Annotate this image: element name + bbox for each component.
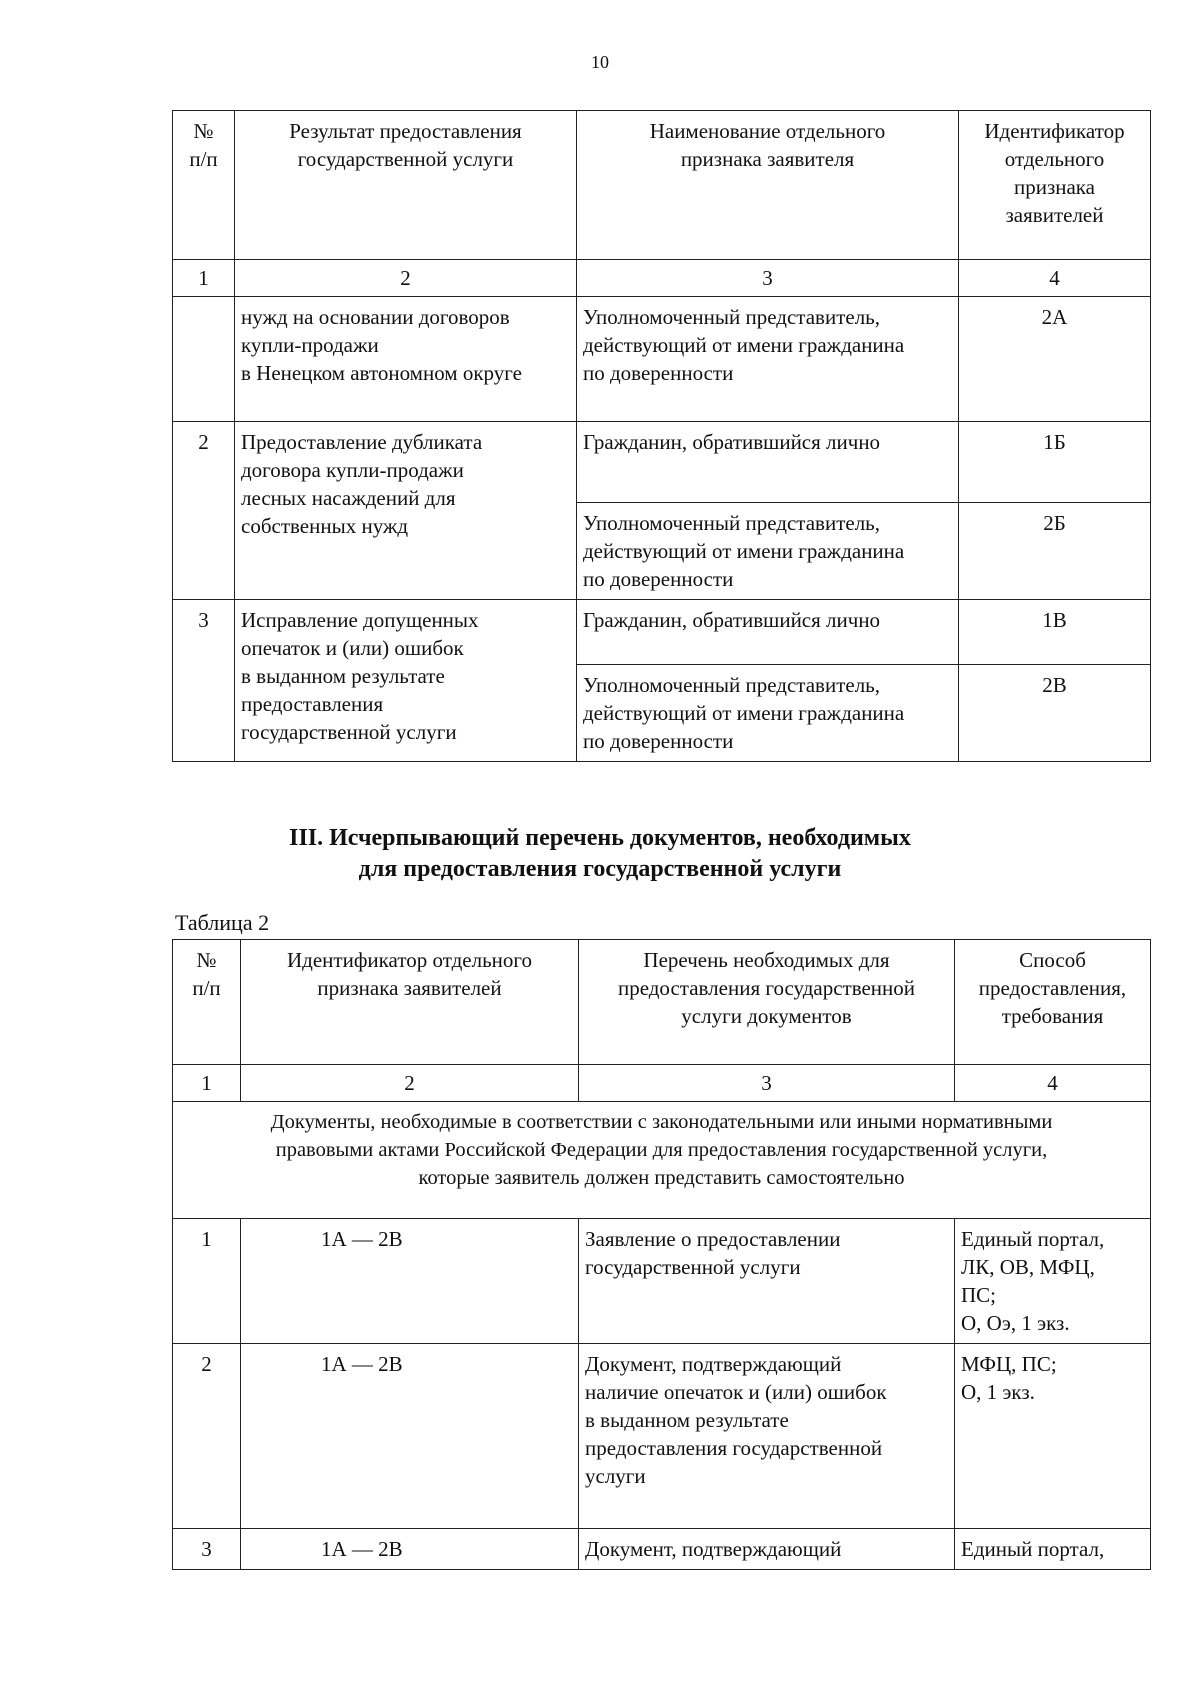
col-number: 2 (235, 260, 577, 297)
row-feature-name: Уполномоченный представитель, действующий от имени гражданина по доверенности (577, 503, 959, 600)
row-method: МФЦ, ПС; О, 1 экз. (955, 1344, 1151, 1529)
group-title-row (173, 1102, 1151, 1219)
page-number: 10 (591, 52, 609, 72)
section-heading (0, 823, 1200, 885)
section-heading-line: для предоставления государственной услуги (358, 856, 842, 882)
row-feature-name: Уполномоченный представитель, действующий от имени гражданина по доверенности (577, 665, 959, 762)
row-feature-ids: 1А — 2В (241, 1344, 579, 1529)
table-row (173, 1219, 1151, 1344)
row-feature-ids: 1А — 2В (241, 1529, 579, 1570)
row-feature-id: 2В (959, 665, 1151, 762)
row-document: Заявление о предоставлении государственной услуги (579, 1219, 955, 1344)
table-row (173, 297, 1151, 422)
table-header-row (173, 111, 1151, 260)
section-heading-line: III. Исчерпывающий перечень документов, необходимых (289, 825, 911, 851)
row-feature-name: Уполномоченный представитель, действующий от имени гражданина по доверенности (577, 297, 959, 422)
table-caption: Таблица 2 (175, 910, 270, 935)
header-num: № п/п (173, 940, 241, 1065)
row-feature-id: 1Б (959, 422, 1151, 503)
row-feature-id: 2Б (959, 503, 1151, 600)
row-method: Единый портал, ЛК, ОВ, МФЦ, ПС; О, Оэ, 1 экз. (955, 1219, 1151, 1344)
col-number: 1 (173, 260, 235, 297)
column-numbers-row (173, 1065, 1151, 1102)
required-documents-table (172, 939, 1151, 1570)
row-feature-name: Гражданин, обратившийся лично (577, 422, 959, 503)
col-number: 4 (959, 260, 1151, 297)
row-document: Документ, подтверждающий (579, 1529, 955, 1570)
header-feature-ids: Идентификатор отдельного признака заявителей (241, 940, 579, 1065)
header-feature-id: Идентификатор отдельного признака заявителей (959, 111, 1151, 260)
row-document: Документ, подтверждающий наличие опечаток и (или) ошибок в выданном результате предоставления государственной услуги (579, 1344, 955, 1529)
row-result: Исправление допущенных опечаток и (или) ошибок в выданном результате предоставления государственной услуги (235, 600, 577, 762)
table-row (173, 422, 1151, 503)
row-number: 2 (173, 1344, 241, 1529)
row-number: 1 (173, 1219, 241, 1344)
row-feature-ids: 1А — 2В (241, 1219, 579, 1344)
header-result: Результат предоставления государственной услуги (235, 111, 577, 260)
header-num: № п/п (173, 111, 235, 260)
header-documents: Перечень необходимых для предоставления государственной услуги документов (579, 940, 955, 1065)
table-row (173, 1529, 1151, 1570)
applicant-features-table (172, 110, 1151, 762)
row-number (173, 297, 235, 422)
column-numbers-row (173, 260, 1151, 297)
col-number: 3 (579, 1065, 955, 1102)
row-result: нужд на основании договоров купли-продажи в Ненецком автономном округе (235, 297, 577, 422)
col-number: 3 (577, 260, 959, 297)
group-title: Документы, необходимые в соответствии с законодательными или иными нормативными правовыми актами Российской Федерации для предоставления государственной услуги, которые заявитель должен представить самостоятельно (173, 1102, 1151, 1219)
row-feature-id: 2А (959, 297, 1151, 422)
row-number: 2 (173, 422, 235, 600)
row-number: 3 (173, 600, 235, 762)
row-number: 3 (173, 1529, 241, 1570)
row-method: Единый портал, (955, 1529, 1151, 1570)
table-header-row (173, 940, 1151, 1065)
col-number: 4 (955, 1065, 1151, 1102)
header-feature-name: Наименование отдельного признака заявителя (577, 111, 959, 260)
header-method: Способ предоставления, требования (955, 940, 1151, 1065)
col-number: 2 (241, 1065, 579, 1102)
row-feature-name: Гражданин, обратившийся лично (577, 600, 959, 665)
col-number: 1 (173, 1065, 241, 1102)
table-row (173, 1344, 1151, 1529)
row-result: Предоставление дубликата договора купли-продажи лесных насаждений для собственных нужд (235, 422, 577, 600)
row-feature-id: 1В (959, 600, 1151, 665)
table-row (173, 600, 1151, 665)
